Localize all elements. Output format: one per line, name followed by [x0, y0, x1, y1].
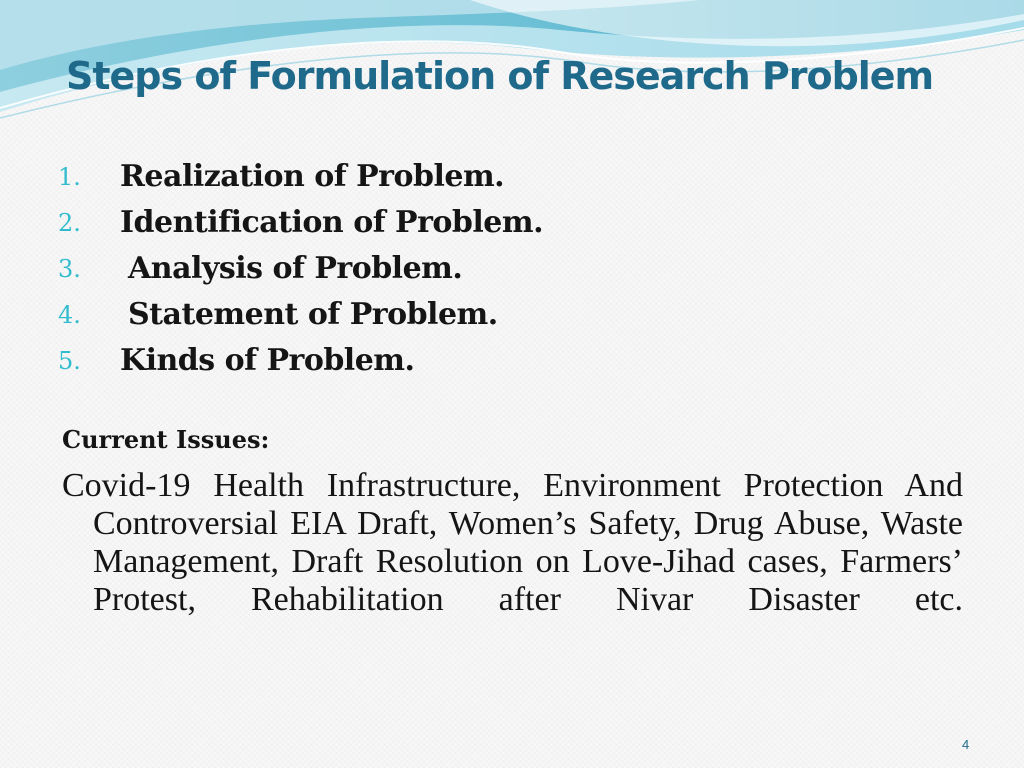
step-number: 5. — [58, 347, 81, 375]
step-text: Identification of Problem. — [120, 205, 544, 240]
step-number: 1. — [58, 163, 81, 191]
step-text: Realization of Problem. — [120, 159, 505, 194]
list-item — [58, 154, 543, 200]
step-number: 4. — [58, 301, 81, 329]
list-item — [58, 200, 543, 246]
current-issues-heading: Current Issues: — [62, 425, 270, 454]
step-number: 2. — [58, 209, 81, 237]
steps-list — [58, 154, 543, 384]
list-item — [58, 292, 543, 338]
list-item — [58, 338, 543, 384]
list-item — [58, 246, 543, 292]
step-text: Analysis of Problem. — [128, 251, 463, 286]
step-text: Statement of Problem. — [128, 297, 498, 332]
step-number: 3. — [58, 255, 81, 283]
page-number: 4 — [962, 737, 970, 752]
step-text: Kinds of Problem. — [120, 343, 415, 378]
current-issues-text: Covid-19 Health Infrastructure, Environment Protection And Controversial EIA Draft, Women’s Safety, Drug Abuse, Waste Management, Draft Resolution on Love-Jihad cases, Farmers’ Protest, Rehabilitation after Nivar Disaster etc. — [62, 467, 963, 618]
slide-title: Steps of Formulation of Research Problem — [66, 54, 934, 98]
